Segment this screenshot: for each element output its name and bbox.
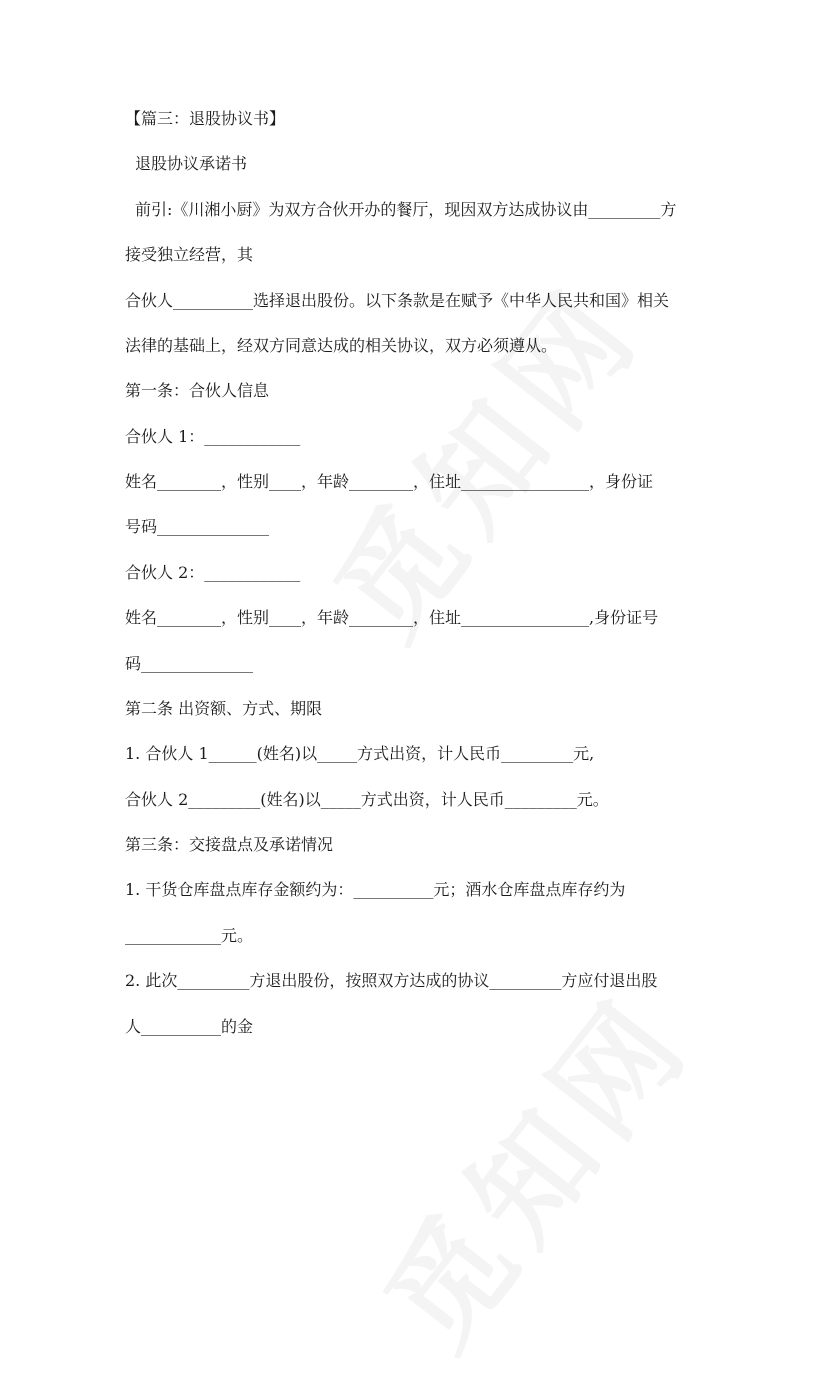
- inventory-line: ____________元。: [125, 926, 254, 945]
- partner-info-line: 姓名________，性别____，年龄________，住址________________,身份证号: [125, 608, 659, 627]
- withdrawal-line: 2. 此次_________方退出股份，按照双方达成的协议_________方应付退出股: [125, 971, 658, 990]
- inventory-line: 1. 干货仓库盘点库存金额约为：__________元；酒水仓库盘点库存约为: [125, 880, 626, 899]
- partner-info-line: 码______________: [125, 654, 254, 673]
- article-heading: 第二条 出资额、方式、期限: [125, 699, 323, 718]
- contribution-line: 合伙人 2_________(姓名)以_____方式出资，计人民币_________元。: [125, 790, 609, 809]
- watermark: [339, 955, 722, 1377]
- article-heading: 第一条：合伙人信息: [125, 381, 270, 400]
- partner-label: 合伙人 2：____________: [125, 563, 301, 582]
- preface-line: 前引:《川湘小厨》为双方合伙开办的餐厅，现因双方达成协议由_________方: [135, 200, 677, 219]
- preface-line: 合伙人__________选择退出股份。以下条款是在赋予《中华人民共和国》相关: [125, 291, 670, 310]
- contribution-line: 1. 合伙人 1______(姓名)以_____方式出资，计人民币_________元,: [125, 744, 595, 763]
- preface-line: 法律的基础上，经双方同意达成的相关协议，双方必须遵从。: [125, 336, 558, 355]
- withdrawal-line: 人__________的金: [125, 1017, 254, 1036]
- partner-label: 合伙人 1：____________: [125, 427, 301, 446]
- partner-info-line: 号码______________: [125, 517, 270, 536]
- article-heading: 第三条：交接盘点及承诺情况: [125, 835, 334, 854]
- partner-info-line: 姓名________，性别____，年龄________，住址________________，身份证: [125, 472, 654, 491]
- section-heading: 【篇三：退股协议书】: [125, 109, 286, 128]
- document-title: 退股协议承诺书: [135, 154, 248, 173]
- preface-line: 接受独立经营，其: [125, 245, 254, 264]
